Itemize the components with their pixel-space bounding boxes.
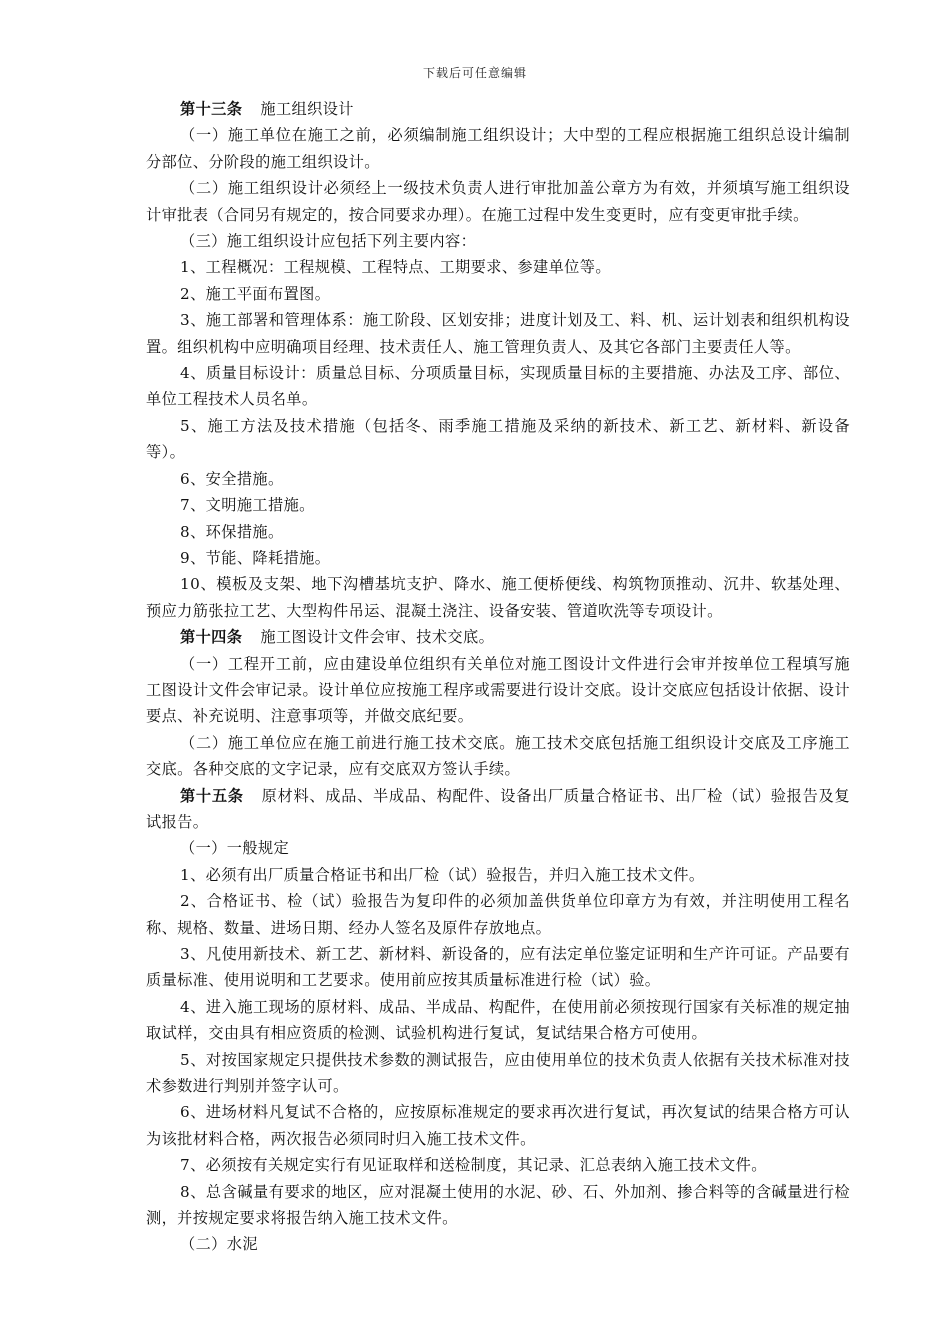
body-paragraph: 3、凡使用新技术、新工艺、新材料、新设备的，应有法定单位鉴定证明和生产许可证。产品要有质量标准、使用说明和工艺要求。使用前应按其质量标准进行检（试）验。 (146, 945, 850, 990)
body-paragraph: 7、文明施工措施。 (180, 496, 315, 515)
body-paragraph: 5、施工方法及技术措施（包括冬、雨季施工措施及采纳的新技术、新工艺、新材料、新设备等）。 (146, 416, 850, 462)
body-paragraph: 4、质量目标设计：质量总目标、分项质量目标，实现质量目标的主要措施、办法及工序、部位、单位工程技术人员名单。 (146, 364, 850, 409)
body-paragraph: 4、进入施工现场的原材料、成品、半成品、构配件，在使用前必须按现行国家有关标准的规定抽取试样，交由具有相应资质的检测、试验机构进行复试，复试结果合格方可使用。 (146, 997, 850, 1043)
body-paragraph: （一）一般规定 (180, 839, 290, 858)
body-paragraph: （二）施工组织设计必须经上一级技术负责人进行审批加盖公章方为有效，并须填写施工组织设计审批表（合同另有规定的，按合同要求办理）。在施工过程中发生变更时，应有变更审批手续。 (146, 179, 850, 224)
article-title: 原材料、成品、半成品、构配件、设备出厂质量合格证书、出厂检（试）验报告及复试报告。 (146, 786, 850, 831)
article-number: 第十五条 (180, 786, 244, 805)
body-paragraph: 2、合格证书、检（试）验报告为复印件的必须加盖供货单位印章方为有效，并注明使用工程名称、规格、数量、进场日期、经办人签名及原件存放地点。 (146, 892, 850, 937)
body-paragraph: 5、对按国家规定只提供技术参数的测试报告，应由使用单位的技术负责人依据有关技术标准对技术参数进行判别并签字认可。 (146, 1050, 850, 1096)
article-number: 第十三条 (180, 100, 243, 118)
body-paragraph: 8、总含碱量有要求的地区，应对混凝土使用的水泥、砂、石、外加剂、掺合料等的含碱量进行检测，并按规定要求将报告纳入施工技术文件。 (146, 1182, 850, 1228)
body-paragraph: 9、节能、降耗措施。 (180, 548, 331, 567)
page-header: 下载后可任意编辑 (422, 66, 527, 80)
body-paragraph: 3、施工部署和管理体系：施工阶段、区划安排；进度计划及工、料、机、运计划表和组织机构设置。组织机构中应明确项目经理、技术责任人、施工管理负责人、及其它各部门主要责任人等。 (146, 311, 850, 356)
body-paragraph: 1、工程概况：工程规模、工程特点、工期要求、参建单位等。 (180, 258, 611, 277)
body-paragraph: （一）工程开工前，应由建设单位组织有关单位对施工图设计文件进行会审并按单位工程填写施工图设计文件会审记录。设计单位应按施工程序或需要进行设计交底。设计交底应包括设计依据、设计要点、补充说明、注意事项等，并做交底纪要。 (146, 654, 850, 726)
body-paragraph: 1、必须有出厂质量合格证书和出厂检（试）验报告，并归入施工技术文件。 (180, 865, 705, 884)
body-paragraph: 6、进场材料凡复试不合格的，应按原标准规定的要求再次进行复试，再次复试的结果合格方可认为该批材料合格，两次报告必须同时归入施工技术文件。 (146, 1103, 850, 1148)
body-paragraph: （三）施工组织设计应包括下列主要内容： (180, 232, 477, 251)
body-paragraph: （二）水泥 (180, 1235, 258, 1254)
body-paragraph: 10、模板及支架、地下沟槽基坑支护、降水、施工便桥便线、构筑物顶推动、沉井、软基处理、预应力筋张拉工艺、大型构件吊运、混凝土浇注、设备安装、管道吹洗等专项设计。 (146, 575, 850, 620)
article-heading (146, 96, 850, 122)
article-heading (146, 783, 850, 836)
body-paragraph: （二）施工单位应在施工前进行施工技术交底。施工技术交底包括施工组织设计交底及工序施工交底。各种交底的文字记录，应有交底双方签认手续。 (146, 733, 850, 779)
body-paragraph: 7、必须按有关规定实行有见证取样和送检制度，其记录、汇总表纳入施工技术文件。 (180, 1156, 767, 1175)
body-paragraph: （一）施工单位在施工之前，必须编制施工组织设计；大中型的工程应根据施工组织总设计编制分部位、分阶段的施工组织设计。 (146, 126, 850, 171)
article-title: 施工组织设计 (260, 100, 354, 118)
article-title: 施工图设计文件会审、技术交底。 (260, 628, 495, 647)
document-body (146, 96, 850, 1258)
body-paragraph: 8、环保措施。 (180, 522, 284, 541)
article-number: 第十四条 (180, 628, 243, 647)
article-heading (146, 624, 850, 650)
body-paragraph: 6、安全措施。 (180, 469, 284, 488)
body-paragraph: 2、施工平面布置图。 (180, 284, 331, 303)
